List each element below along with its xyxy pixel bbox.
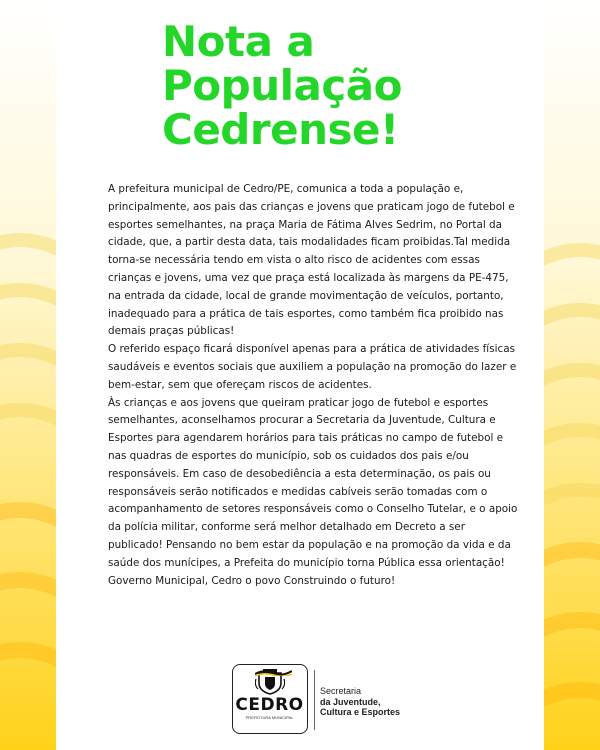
logo-name: CEDRO — [235, 695, 304, 715]
page-title — [162, 17, 402, 154]
footer — [232, 664, 472, 736]
paragraph-4: Governo Municipal, Cedro o povo Construindo o futuro! — [108, 574, 396, 587]
logo-subtitle: PREFEITURA MUNICIPAL — [245, 715, 294, 720]
secretaria-line-2: da Juventude, — [320, 696, 381, 707]
paragraph-1: A prefeitura municipal de Cedro/PE, comunica a toda a população e, principalmente, aos pais das crianças e jovens que praticam jogo de futebol e esportes semelhantes, na praça Maria de Fátima Alves Sedrim, no Portal da cidade, que, a partir desta data, tais modalidades ficam proibidas.Tal medida torna-se necessária tendo em vista o alto risco de acidentes com essas crianças e jovens, uma vez que praça está localizada às margens da PE-475, na entrada da cidade, local de grande movimentação de veículos, portanto, inadequado para a prática de tais esportes, como também fica proibido nas demais praças públicas! — [108, 183, 515, 338]
logo-stripe-icon — [255, 669, 292, 676]
secretaria-line-3: Cultura e Esportes — [320, 707, 401, 717]
notice-body — [108, 181, 520, 590]
secretaria-label — [320, 686, 400, 718]
title-line-1: Nota a — [162, 17, 315, 66]
paragraph-2: O referido espaço ficará disponível apenas para a prática de atividades físicas saudáveis e eventos sociais que auxiliem a população na promoção do lazer e bem-estar, sem que ofereçam riscos de acidentes. — [108, 343, 517, 391]
title-line-3: Cedrense! — [162, 105, 399, 154]
secretaria-line-1: Secretaria — [320, 686, 362, 696]
title-line-2: População — [162, 61, 402, 110]
paragraph-3: Às crianças e aos jovens que queiram praticar jogo de futebol e esportes semelhantes, aconselhamos procurar a Secretaria da Juventude, Cultura e Esportes para agendarem horários para tais práticas no campo de futebol e nas quadras de esportes do município, sob os cuidados dos pais e/ou responsáveis. Em caso de desobediência a esta determinação, os pais ou responsáveis serão notificados e medidas cabíveis serão tomadas com o acompanhamento de setores responsáveis como o Conselho Tutelar, e o apoio da polícia militar, conforme será melhor detalhado em Decreto a ser publicado! Pensando no bem estar da população e na promoção da vida e da saúde dos munícipes, a Prefeita do município torna Pública essa orientação! — [108, 396, 518, 569]
footer-divider — [314, 670, 315, 730]
cedro-logo — [232, 664, 308, 734]
